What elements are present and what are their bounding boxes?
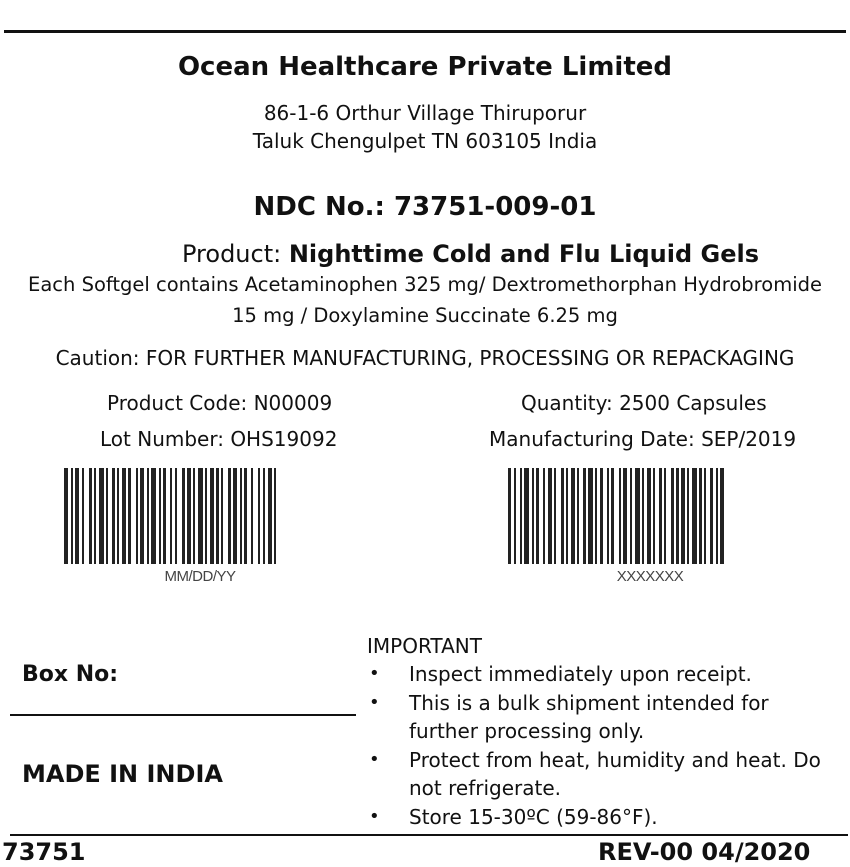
- lot-number: Lot Number: OHS19092: [100, 427, 338, 451]
- barcode-bar: [630, 468, 632, 564]
- barcode-bar: [566, 468, 568, 564]
- made-in-india: MADE IN INDIA: [22, 760, 223, 788]
- barcode-bar: [159, 468, 161, 564]
- footer-code: 73751: [2, 838, 86, 866]
- barcode-bar: [543, 468, 545, 564]
- barcode-bar: [659, 468, 662, 564]
- barcode-bar: [122, 468, 126, 564]
- barcode-bar: [94, 468, 96, 564]
- barcode-bar: [106, 468, 108, 564]
- barcode-bar: [210, 468, 214, 564]
- bottom-rule: [10, 834, 848, 836]
- barcode-bar: [647, 468, 651, 564]
- barcode-bar: [692, 468, 697, 564]
- bullet-icon: •: [369, 805, 380, 827]
- barcode-bar: [244, 468, 247, 564]
- barcode-bar: [193, 468, 195, 564]
- barcode-bar: [623, 468, 627, 564]
- barcode-bar: [82, 468, 84, 564]
- barcode-bar: [520, 468, 522, 564]
- product-label: Product:: [182, 240, 289, 268]
- company-address-line2: Taluk Chengulpet TN 603105 India: [252, 129, 598, 153]
- barcode-bar: [258, 468, 260, 564]
- barcode-bar: [240, 468, 242, 564]
- product-contents-line1: Each Softgel contains Acetaminophen 325 mg/ Dextromethorphan Hydrobromide: [28, 273, 822, 296]
- barcode-bar: [635, 468, 640, 564]
- barcode-bar: [71, 468, 73, 564]
- barcode-bar: [588, 468, 593, 564]
- barcode-bar: [198, 468, 203, 564]
- barcode-bar: [64, 468, 68, 564]
- product-line: [182, 240, 759, 268]
- barcode-bar: [268, 468, 272, 564]
- barcode-left-label: MM/DD/YY: [164, 568, 236, 585]
- barcode-bar: [117, 468, 119, 564]
- footer-revision: REV-00 04/2020: [598, 838, 811, 866]
- bullet-icon: •: [369, 691, 380, 713]
- barcode-bar: [676, 468, 679, 564]
- barcode-bar: [251, 468, 253, 564]
- quantity: Quantity: 2500 Capsules: [521, 391, 767, 415]
- barcode-bar: [532, 468, 534, 564]
- product-code: Product Code: N00009: [107, 391, 333, 415]
- barcode-bar: [128, 468, 131, 564]
- top-rule: [4, 30, 846, 33]
- company-name: Ocean Healthcare Private Limited: [177, 52, 673, 82]
- barcode-bar: [536, 468, 539, 564]
- barcode-bar: [147, 468, 149, 564]
- barcode-bar: [548, 468, 552, 564]
- bullet-icon: •: [369, 663, 380, 684]
- barcode-bar: [163, 468, 166, 564]
- barcode-bar: [233, 468, 237, 564]
- barcode-bar: [75, 468, 79, 564]
- manufacturing-date: Manufacturing Date: SEP/2019: [489, 427, 797, 451]
- company-address-line1: 86-1-6 Orthur Village Thiruporur: [263, 101, 587, 125]
- barcode-bar: [216, 468, 219, 564]
- barcode-bar: [716, 468, 718, 564]
- barcode-bar: [524, 468, 529, 564]
- barcode-bar: [611, 468, 614, 564]
- barcode-bar: [187, 468, 191, 564]
- barcode-bar: [687, 468, 689, 564]
- barcode-bar: [642, 468, 644, 564]
- barcode-bar: [99, 468, 104, 564]
- product-contents-line2: 15 mg / Doxylamine Succinate 6.25 mg: [232, 304, 618, 327]
- barcode-bar: [263, 468, 265, 564]
- barcode-bar: [561, 468, 564, 564]
- important-heading: IMPORTANT: [367, 634, 482, 658]
- barcode-bar: [653, 468, 655, 564]
- barcode-bar: [221, 468, 223, 564]
- barcode-bar: [710, 468, 713, 564]
- barcode-bar: [595, 468, 597, 564]
- barcode-bar: [205, 468, 207, 564]
- caution-text: Caution: FOR FURTHER MANUFACTURING, PROCESSING OR REPACKAGING: [55, 346, 795, 370]
- barcode-bar: [671, 468, 674, 564]
- barcode-bar: [600, 468, 603, 564]
- barcode-bar: [508, 468, 511, 564]
- barcode-bar: [583, 468, 586, 564]
- barcode-left: [64, 468, 335, 564]
- barcode-bar: [619, 468, 621, 564]
- important-item: • This is a bulk shipment intended for further processing only.: [369, 690, 769, 743]
- barcode-bar: [89, 468, 92, 564]
- barcode-right: [508, 468, 792, 564]
- barcode-bar: [571, 468, 575, 564]
- barcode-bar: [228, 468, 231, 564]
- barcode-bar: [170, 468, 172, 564]
- barcode-bar: [681, 468, 685, 564]
- barcode-bar: [175, 468, 177, 564]
- barcode-bar: [554, 468, 556, 564]
- important-item: • Inspect immediately upon receipt.: [367, 660, 837, 689]
- barcode-bar: [136, 468, 138, 564]
- box-no-underline: [10, 714, 356, 716]
- barcode-bar: [151, 468, 156, 564]
- box-no-label: Box No:: [22, 662, 119, 687]
- product-name: Nighttime Cold and Flu Liquid Gels: [288, 240, 760, 268]
- barcode-bar: [514, 468, 516, 564]
- barcode-bar: [140, 468, 144, 564]
- important-list: [367, 660, 837, 831]
- barcode-right-label: XXXXXXX: [616, 568, 684, 585]
- barcode-bar: [112, 468, 115, 564]
- important-item: • Store 15-30ºC (59-86°F).: [367, 803, 837, 832]
- barcode-bar: [182, 468, 185, 564]
- barcode-bar: [607, 468, 609, 564]
- barcode-bar: [720, 468, 724, 564]
- barcode-bar: [274, 468, 276, 564]
- ndc-number: NDC No.: 73751-009-01: [253, 192, 597, 222]
- bullet-icon: •: [369, 748, 380, 770]
- barcode-bar: [699, 468, 702, 564]
- important-section: [367, 632, 837, 831]
- important-item: • Protect from heat, humidity and heat. Do not refrigerate.: [369, 747, 821, 800]
- barcode-bar: [664, 468, 666, 564]
- barcode-bar: [577, 468, 579, 564]
- barcode-bar: [704, 468, 706, 564]
